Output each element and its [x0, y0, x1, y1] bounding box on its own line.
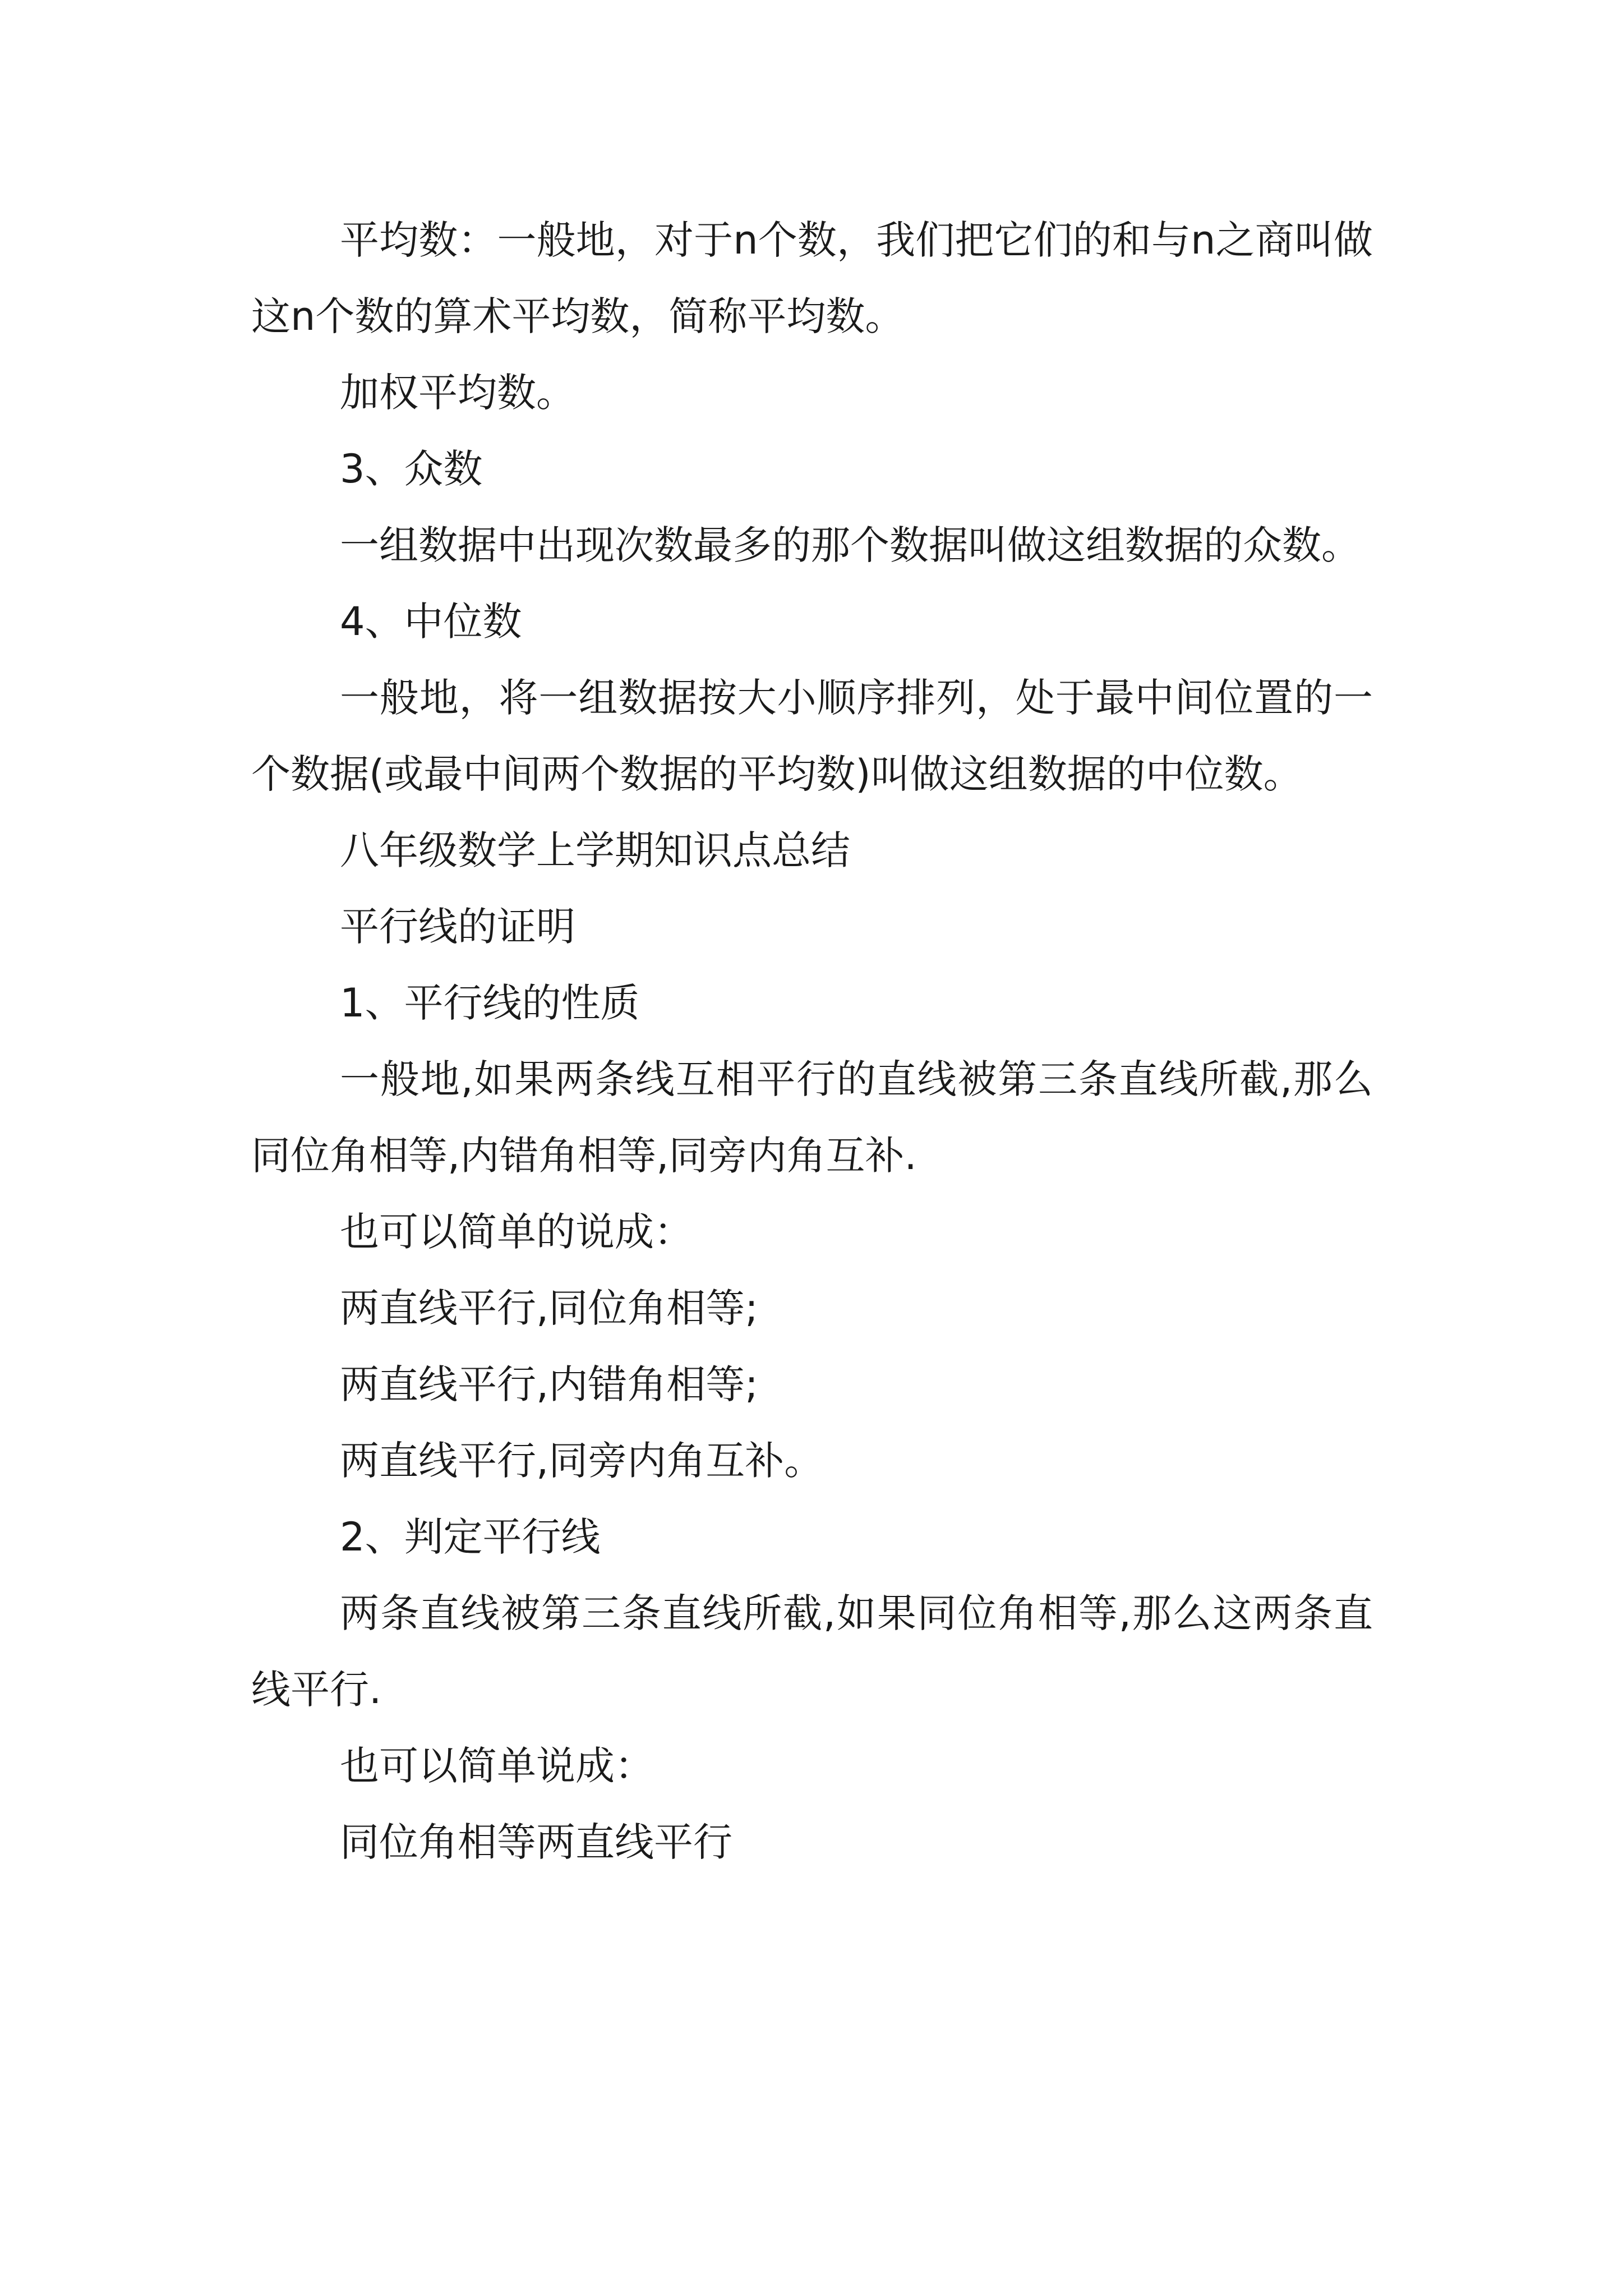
heading-determine-parallel: 2、判定平行线	[340, 1514, 601, 1560]
rule-corresponding-angles: 两直线平行,同位角相等;	[340, 1285, 758, 1331]
section-title-grade8-summary: 八年级数学上学期知识点总结	[340, 827, 850, 873]
section-title-parallel-proof: 平行线的证明	[340, 904, 575, 950]
paragraph-parallel-properties: 一般地,如果两条线互相平行的直线被第三条直线所截,那么同位角相等,内错角相等,同旁内角互补.	[251, 1056, 1373, 1179]
document-body	[251, 202, 1373, 1880]
heading-parallel-properties: 1、平行线的性质	[340, 980, 640, 1026]
paragraph-median-definition: 一般地，将一组数据按大小顺序排列，处于最中间位置的一个数据(或最中间两个数据的平均数)叫做这组数据的中位数。	[251, 675, 1373, 797]
rule-corresponding-angles-converse: 同位角相等两直线平行	[340, 1819, 732, 1865]
paragraph-simple-statement: 也可以简单的说成：	[340, 1209, 693, 1255]
paragraph-mean-definition: 平均数：一般地，对于n个数，我们把它们的和与n之商叫做这n个数的算术平均数，简称平均数。	[251, 217, 1373, 339]
paragraph-simple-statement-2: 也可以简单说成：	[340, 1743, 654, 1789]
paragraph-weighted-mean: 加权平均数。	[340, 370, 575, 416]
rule-alternate-angles: 两直线平行,内错角相等;	[340, 1361, 758, 1407]
heading-median: 4、中位数	[340, 599, 522, 645]
paragraph-mode-definition: 一组数据中出现次数最多的那个数据叫做这组数据的众数。	[340, 522, 1361, 568]
paragraph-determine-parallel: 两条直线被第三条直线所截,如果同位角相等,那么这两条直线平行.	[251, 1590, 1373, 1713]
heading-mode: 3、众数	[340, 446, 483, 492]
rule-interior-angles: 两直线平行,同旁内角互补。	[340, 1438, 824, 1484]
